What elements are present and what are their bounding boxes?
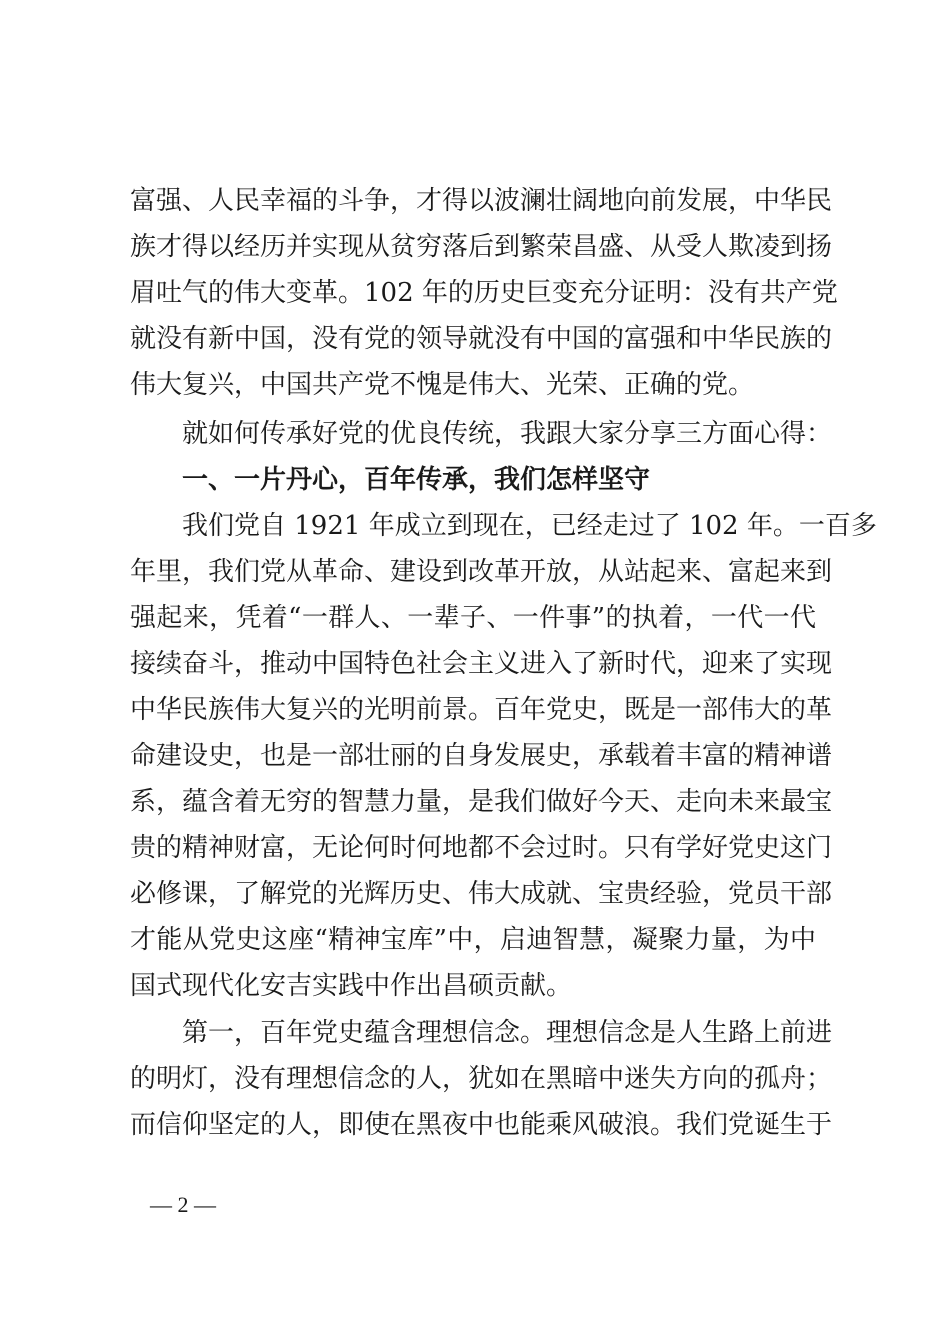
section-heading: 一、一片丹心，百年传承，我们怎样坚守 [182,465,651,495]
paragraph-first-line: 第一，百年党史蕴含理想信念。理想信念是人生路上前进 [182,1018,833,1048]
text-line: 国式现代化安吉实践中作出昌硕贡献。 [130,971,573,1001]
paragraph-first-line: 就如何传承好党的优良传统，我跟大家分享三方面心得： [182,419,833,449]
text-line: 的明灯，没有理想信念的人，犹如在黑暗中迷失方向的孤舟； [130,1064,833,1094]
page-number: — 2 — [150,1192,216,1217]
text-line: 而信仰坚定的人，即使在黑夜中也能乘风破浪。我们党诞生于 [130,1110,833,1140]
text-line: 年里，我们党从革命、建设到改革开放，从站起来、富起来到 [130,557,833,587]
text-line: 才能从党史这座“精神宝库”中，启迪智慧，凝聚力量，为中 [130,925,816,955]
text-line: 贵的精神财富，无论何时何地都不会过时。只有学好党史这门 [130,833,833,863]
text-line: 伟大复兴，中国共产党不愧是伟大、光荣、正确的党。 [130,370,755,400]
text-line: 系，蕴含着无穷的智慧力量，是我们做好今天、走向未来最宝 [130,787,833,817]
text-line: 接续奋斗，推动中国特色社会主义进入了新时代，迎来了实现 [130,649,833,679]
text-line: 就没有新中国，没有党的领导就没有中国的富强和中华民族的 [130,324,833,354]
text-line: 族才得以经历并实现从贫穷落后到繁荣昌盛、从受人欺凌到扬 [130,232,833,262]
text-line: 必修课，了解党的光辉历史、伟大成就、宝贵经验，党员干部 [130,879,833,909]
text-line: 富强、人民幸福的斗争，才得以波澜壮阔地向前发展，中华民 [130,186,833,216]
text-line: 命建设史，也是一部壮丽的自身发展史，承载着丰富的精神谱 [130,741,833,771]
text-line: 中华民族伟大复兴的光明前景。百年党史，既是一部伟大的革 [130,695,833,725]
paragraph-first-line: 我们党自 1921 年成立到现在，已经走过了 102 年。一百多 [182,511,877,541]
text-line: 强起来，凭着“一群人、一辈子、一件事”的执着，一代一代 [130,603,816,633]
text-line: 眉吐气的伟大变革。102 年的历史巨变充分证明：没有共产党 [130,278,838,308]
